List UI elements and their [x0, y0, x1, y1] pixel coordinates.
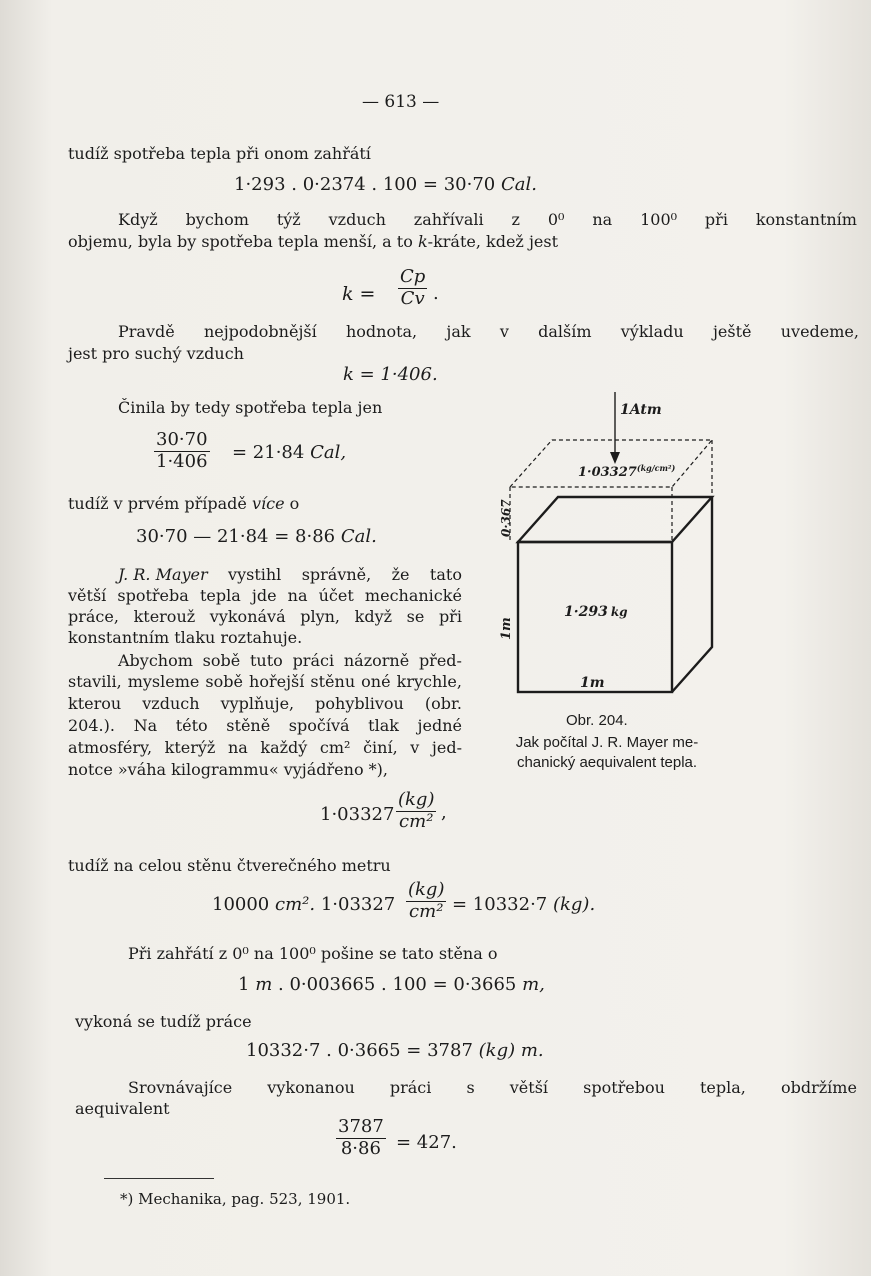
word: této	[175, 716, 208, 735]
word: před-	[418, 651, 462, 670]
word: při	[438, 607, 462, 626]
fraction-denominator: 1·406	[156, 450, 208, 472]
word: výkladu	[620, 322, 684, 341]
word: spotřebou	[583, 1078, 665, 1097]
equation-unit: Cal.	[340, 526, 377, 547]
paragraph-line	[68, 672, 462, 691]
equation-work	[246, 1040, 544, 1062]
paragraph-line	[68, 738, 462, 757]
fraction-denominator: cm²	[399, 810, 434, 832]
word: 204.).	[68, 716, 115, 735]
word: vykonanou	[267, 1078, 355, 1097]
paragraph-line	[68, 716, 462, 735]
label-mass-value: 1·293	[564, 604, 608, 620]
fraction-numerator: (kg)	[398, 789, 435, 810]
word: kterýž	[164, 738, 216, 757]
word: tepla	[199, 586, 241, 605]
word: jak	[446, 322, 471, 341]
equation-unit: m	[255, 974, 273, 995]
word: Abychom	[118, 651, 193, 670]
label-mass-unit: kg	[610, 605, 628, 619]
word: tato	[429, 565, 462, 584]
word: obdržíme	[780, 1078, 857, 1097]
text-line: tudíž spotřeba tepla při onom zahřátí	[68, 144, 371, 163]
label-pressure-value: 1·03327	[578, 465, 637, 480]
label-side: 1m	[499, 617, 514, 640]
paragraph-line	[68, 607, 462, 626]
fraction-denominator: Cv	[400, 287, 425, 309]
equation-part: 1	[238, 974, 250, 995]
paragraph-line: vykoná se tudíž práce	[75, 1012, 252, 1031]
word: kterouž	[133, 607, 196, 626]
word: stěně	[226, 716, 271, 735]
label-height: 0·367	[499, 499, 513, 537]
word: nejpodobnější	[203, 322, 317, 341]
text-part: objemu, byla by spotřeba tepla menší, a to	[68, 232, 413, 251]
fraction-denominator: 8·86	[340, 1137, 381, 1159]
fraction-cp-cv	[398, 267, 427, 309]
word: zahřívali	[413, 210, 484, 229]
paragraph-line: Činila by tedy spotřeba tepla jen	[118, 398, 383, 417]
paragraph-line	[118, 322, 859, 341]
text-part: více	[251, 494, 285, 513]
cube-top-face	[518, 497, 712, 542]
equation-part: 1·293 . 0·2374 . 100 = 30·70	[234, 174, 496, 195]
word: dalším	[538, 322, 592, 341]
word: 100⁰	[640, 210, 678, 229]
paragraph-line: notce »váha kilogrammu« vyjádřeno *),	[68, 760, 388, 779]
word: Na	[133, 716, 158, 735]
word: ještě	[712, 322, 752, 341]
word: na	[287, 586, 308, 605]
word: pohyblivou	[315, 694, 404, 713]
label-bottom: 1m	[580, 675, 605, 691]
word: vzduch	[142, 694, 200, 713]
equation-part: = 10332·7	[452, 894, 548, 915]
word: Když	[118, 210, 158, 229]
equation-displacement	[238, 974, 545, 996]
label-mass	[564, 604, 628, 620]
word: účet	[318, 586, 354, 605]
word: hodnota,	[345, 322, 418, 341]
word: kterou	[68, 694, 122, 713]
word: stavili,	[68, 672, 122, 691]
paragraph-line	[68, 694, 462, 713]
equation-part: 10000	[212, 894, 270, 915]
word: větší	[68, 586, 107, 605]
equation-unit: Cal,	[310, 442, 347, 463]
fraction-kg-cm2	[406, 880, 446, 922]
word: práci	[292, 651, 335, 670]
equation-force-a	[212, 894, 395, 916]
equation-part: 10332·7 . 0·3665 = 3787	[246, 1040, 473, 1061]
paragraph-line: aequivalent	[75, 1099, 170, 1118]
author-name: J. R. Mayer	[118, 565, 208, 584]
equation-unit: cm².	[275, 894, 316, 915]
equation-k-lhs: k =	[342, 283, 376, 305]
word: práce,	[68, 607, 119, 626]
word: bychom	[185, 210, 249, 229]
word: vyplňuje,	[220, 694, 295, 713]
word: krychle,	[396, 672, 462, 691]
word: oné	[361, 672, 391, 691]
word: 0⁰	[547, 210, 565, 229]
equation-unit: (kg) m.	[478, 1040, 544, 1061]
word: vzduch	[328, 210, 386, 229]
equation-unit: (kg).	[552, 894, 596, 915]
paragraph-line	[118, 565, 462, 584]
equation-k-value: k = 1·406.	[343, 364, 438, 385]
equation-final-result: = 427.	[396, 1132, 457, 1153]
paragraph-line: Při zahřátí z 0⁰ na 100⁰ pošine se tato stěna o	[128, 944, 498, 963]
word: každý	[260, 738, 308, 757]
footnote: *) Mechanika, pag. 523, 1901.	[120, 1190, 351, 1208]
equation-heat-consumption	[234, 174, 537, 196]
figure-caption-line: Jak počítal J. R. Mayer me-	[515, 734, 699, 751]
paragraph-line	[118, 210, 857, 229]
equation-difference	[136, 526, 377, 548]
arrow-head	[610, 452, 620, 464]
word: práci	[389, 1078, 432, 1097]
paragraph-line	[118, 651, 462, 670]
equation-force-result	[452, 894, 595, 916]
punctuation: ,	[441, 802, 447, 823]
word: jde	[251, 586, 277, 605]
fraction-numerator: (kg)	[408, 879, 445, 900]
word: že	[391, 565, 410, 584]
fraction-30-70	[154, 430, 210, 472]
label-atm: 1Atm	[620, 402, 662, 418]
word: sobě	[205, 672, 243, 691]
text-part: -kráte, kdež jest	[427, 232, 559, 251]
equation-part: 1·03327	[320, 894, 396, 915]
word: názorně	[343, 651, 410, 670]
word: konstantním	[755, 210, 857, 229]
word: atmosféry,	[68, 738, 153, 757]
word: v	[499, 322, 509, 341]
word: v	[410, 738, 420, 757]
word: Srovnávajíce	[128, 1078, 233, 1097]
fraction-numerator: 30·70	[156, 429, 208, 450]
footnote-rule	[104, 1178, 214, 1179]
fraction-numerator: 3787	[338, 1116, 384, 1137]
equation-unit: m,	[522, 974, 545, 995]
word: tepla,	[700, 1078, 746, 1097]
fraction-final	[336, 1117, 386, 1159]
word: větší	[509, 1078, 549, 1097]
text-part: tudíž v prvém případě	[68, 494, 247, 513]
word: tlak	[368, 716, 399, 735]
word: mechanické	[364, 586, 462, 605]
fraction-denominator: cm²	[409, 900, 444, 922]
word: uvedeme,	[780, 322, 859, 341]
word: vykonává	[209, 607, 286, 626]
word: sobě	[202, 651, 241, 670]
paragraph-line: tudíž na celou stěnu čtverečného metru	[68, 856, 391, 875]
word: hořejší	[249, 672, 305, 691]
word: správně,	[301, 565, 372, 584]
equation-part: 30·70 — 21·84 = 8·86	[136, 526, 336, 547]
figure-caption-line: chanický aequivalent tepla.	[516, 754, 698, 771]
equation-part: = 21·84	[232, 442, 305, 463]
word: vystihl	[228, 565, 282, 584]
paragraph-line	[128, 1078, 857, 1097]
cube-side-face	[672, 497, 712, 692]
fraction-kg-cm2	[396, 790, 436, 832]
word: na	[592, 210, 613, 229]
word: jed-	[431, 738, 462, 757]
word: z	[511, 210, 520, 229]
paragraph-line	[68, 232, 558, 251]
word: tuto	[250, 651, 283, 670]
word: cm²	[319, 738, 351, 757]
word: s	[466, 1078, 475, 1097]
word: Pravdě	[118, 322, 175, 341]
cube-figure	[480, 392, 740, 712]
word: jedné	[417, 716, 462, 735]
page-number: — 613 —	[362, 92, 440, 112]
text-part: o	[289, 494, 300, 513]
word: plyn,	[300, 607, 341, 626]
fraction-numerator: Cp	[400, 266, 426, 287]
punctuation: .	[433, 283, 439, 304]
paragraph-line	[68, 586, 462, 605]
word: stěnu	[310, 672, 356, 691]
word: spočívá	[288, 716, 350, 735]
word: spotřeba	[117, 586, 189, 605]
word: se	[406, 607, 425, 626]
word: na	[227, 738, 248, 757]
figure-caption-number: Obr. 204.	[566, 712, 628, 729]
word: při	[704, 210, 728, 229]
equation-unit: Cal.	[501, 174, 537, 195]
equation-atm-value: 1·03327	[320, 804, 395, 825]
word: když	[354, 607, 393, 626]
label-pressure-unit: (kg/cm²)	[636, 463, 676, 473]
text-part: k	[417, 232, 428, 251]
word: (obr.	[424, 694, 462, 713]
label-pressure	[578, 463, 675, 480]
paragraph-line: jest pro suchý vzduch	[68, 344, 244, 363]
word: mysleme	[127, 672, 200, 691]
word: týž	[276, 210, 301, 229]
equation-result	[232, 442, 346, 464]
paragraph-line: konstantním tlaku roztahuje.	[68, 628, 303, 647]
word: činí,	[363, 738, 398, 757]
equation-part: . 0·003665 . 100 = 0·3665	[278, 974, 517, 995]
paragraph-line	[68, 494, 299, 513]
